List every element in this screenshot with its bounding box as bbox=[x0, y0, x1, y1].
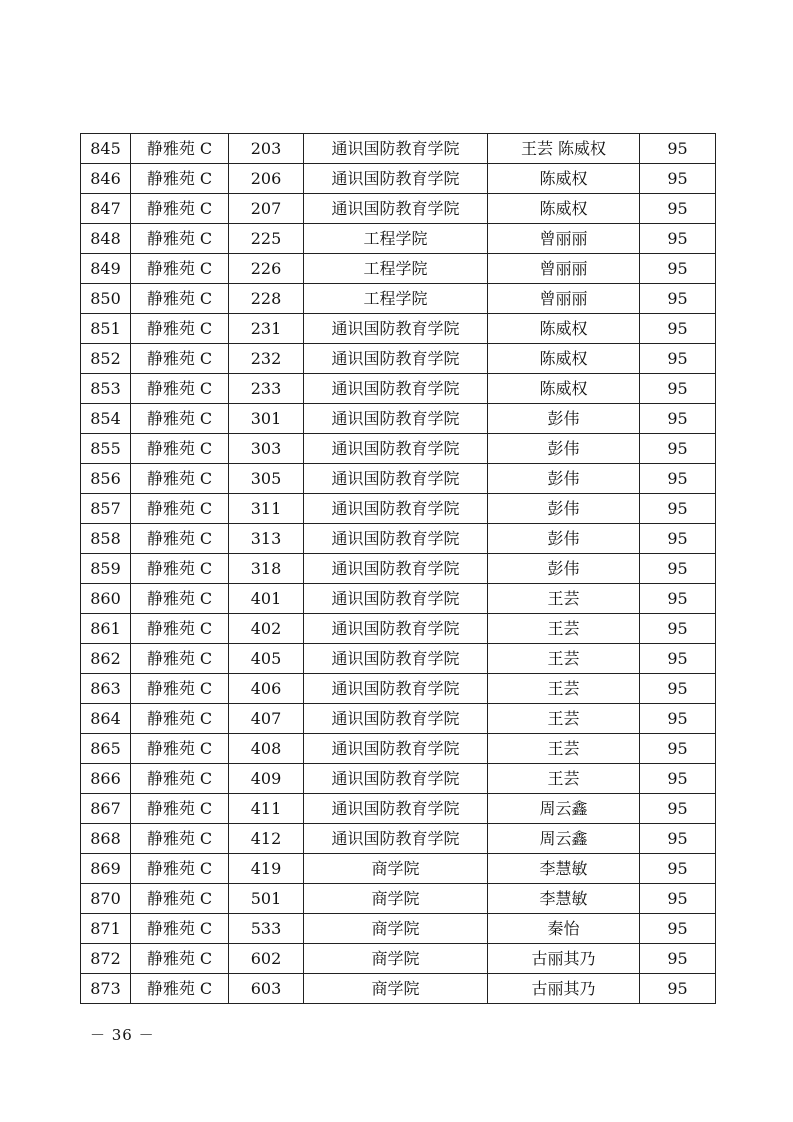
table-row bbox=[81, 674, 716, 704]
building-cell: 静雅苑 C bbox=[131, 884, 229, 914]
college-cell: 通识国防教育学院 bbox=[304, 644, 488, 674]
row-number-cell: 871 bbox=[81, 914, 131, 944]
room-cell: 408 bbox=[229, 734, 304, 764]
building-cell: 静雅苑 C bbox=[131, 464, 229, 494]
row-number-cell: 853 bbox=[81, 374, 131, 404]
room-cell: 406 bbox=[229, 674, 304, 704]
score-cell: 95 bbox=[640, 854, 716, 884]
table-row bbox=[81, 584, 716, 614]
building-cell: 静雅苑 C bbox=[131, 824, 229, 854]
room-cell: 233 bbox=[229, 374, 304, 404]
college-cell: 通识国防教育学院 bbox=[304, 584, 488, 614]
building-cell: 静雅苑 C bbox=[131, 614, 229, 644]
table-row bbox=[81, 944, 716, 974]
table-row bbox=[81, 974, 716, 1004]
room-cell: 318 bbox=[229, 554, 304, 584]
teacher-cell: 彭伟 bbox=[488, 554, 640, 584]
building-cell: 静雅苑 C bbox=[131, 854, 229, 884]
room-cell: 228 bbox=[229, 284, 304, 314]
table-row bbox=[81, 914, 716, 944]
room-cell: 533 bbox=[229, 914, 304, 944]
score-cell: 95 bbox=[640, 644, 716, 674]
score-cell: 95 bbox=[640, 764, 716, 794]
row-number-cell: 856 bbox=[81, 464, 131, 494]
room-cell: 313 bbox=[229, 524, 304, 554]
room-cell: 409 bbox=[229, 764, 304, 794]
teacher-cell: 彭伟 bbox=[488, 404, 640, 434]
table-row bbox=[81, 824, 716, 854]
score-cell: 95 bbox=[640, 524, 716, 554]
college-cell: 通识国防教育学院 bbox=[304, 524, 488, 554]
score-cell: 95 bbox=[640, 344, 716, 374]
room-cell: 405 bbox=[229, 644, 304, 674]
table-row bbox=[81, 644, 716, 674]
row-number-cell: 863 bbox=[81, 674, 131, 704]
room-cell: 226 bbox=[229, 254, 304, 284]
college-cell: 通识国防教育学院 bbox=[304, 464, 488, 494]
building-cell: 静雅苑 C bbox=[131, 944, 229, 974]
row-number-cell: 851 bbox=[81, 314, 131, 344]
row-number-cell: 848 bbox=[81, 224, 131, 254]
room-cell: 407 bbox=[229, 704, 304, 734]
college-cell: 通识国防教育学院 bbox=[304, 794, 488, 824]
room-cell: 602 bbox=[229, 944, 304, 974]
row-number-cell: 852 bbox=[81, 344, 131, 374]
building-cell: 静雅苑 C bbox=[131, 254, 229, 284]
college-cell: 通识国防教育学院 bbox=[304, 614, 488, 644]
building-cell: 静雅苑 C bbox=[131, 734, 229, 764]
row-number-cell: 873 bbox=[81, 974, 131, 1004]
college-cell: 商学院 bbox=[304, 944, 488, 974]
teacher-cell: 王芸 bbox=[488, 614, 640, 644]
room-cell: 412 bbox=[229, 824, 304, 854]
room-cell: 402 bbox=[229, 614, 304, 644]
score-cell: 95 bbox=[640, 974, 716, 1004]
teacher-cell: 曾丽丽 bbox=[488, 254, 640, 284]
college-cell: 通识国防教育学院 bbox=[304, 764, 488, 794]
table-row bbox=[81, 734, 716, 764]
row-number-cell: 872 bbox=[81, 944, 131, 974]
building-cell: 静雅苑 C bbox=[131, 584, 229, 614]
teacher-cell: 王芸 bbox=[488, 704, 640, 734]
row-number-cell: 855 bbox=[81, 434, 131, 464]
score-cell: 95 bbox=[640, 164, 716, 194]
teacher-cell: 王芸 bbox=[488, 644, 640, 674]
score-cell: 95 bbox=[640, 224, 716, 254]
building-cell: 静雅苑 C bbox=[131, 434, 229, 464]
college-cell: 通识国防教育学院 bbox=[304, 494, 488, 524]
teacher-cell: 秦怡 bbox=[488, 914, 640, 944]
college-cell: 工程学院 bbox=[304, 254, 488, 284]
building-cell: 静雅苑 C bbox=[131, 164, 229, 194]
room-cell: 301 bbox=[229, 404, 304, 434]
teacher-cell: 李慧敏 bbox=[488, 884, 640, 914]
page-number: － 36 － bbox=[90, 1026, 155, 1044]
teacher-cell: 王芸 bbox=[488, 764, 640, 794]
room-cell: 206 bbox=[229, 164, 304, 194]
score-cell: 95 bbox=[640, 674, 716, 704]
building-cell: 静雅苑 C bbox=[131, 914, 229, 944]
dormitory-score-table bbox=[80, 133, 716, 1004]
table-row bbox=[81, 404, 716, 434]
table-row bbox=[81, 194, 716, 224]
row-number-cell: 847 bbox=[81, 194, 131, 224]
score-cell: 95 bbox=[640, 494, 716, 524]
table-row bbox=[81, 494, 716, 524]
table-row bbox=[81, 434, 716, 464]
room-cell: 401 bbox=[229, 584, 304, 614]
teacher-cell: 陈威权 bbox=[488, 194, 640, 224]
score-cell: 95 bbox=[640, 314, 716, 344]
room-cell: 603 bbox=[229, 974, 304, 1004]
room-cell: 305 bbox=[229, 464, 304, 494]
row-number-cell: 859 bbox=[81, 554, 131, 584]
teacher-cell: 周云鑫 bbox=[488, 824, 640, 854]
building-cell: 静雅苑 C bbox=[131, 134, 229, 164]
teacher-cell: 曾丽丽 bbox=[488, 284, 640, 314]
college-cell: 商学院 bbox=[304, 884, 488, 914]
row-number-cell: 857 bbox=[81, 494, 131, 524]
building-cell: 静雅苑 C bbox=[131, 794, 229, 824]
building-cell: 静雅苑 C bbox=[131, 224, 229, 254]
building-cell: 静雅苑 C bbox=[131, 974, 229, 1004]
college-cell: 通识国防教育学院 bbox=[304, 164, 488, 194]
teacher-cell: 王芸 bbox=[488, 674, 640, 704]
row-number-cell: 845 bbox=[81, 134, 131, 164]
table-row bbox=[81, 224, 716, 254]
score-cell: 95 bbox=[640, 614, 716, 644]
building-cell: 静雅苑 C bbox=[131, 284, 229, 314]
teacher-cell: 彭伟 bbox=[488, 494, 640, 524]
college-cell: 通识国防教育学院 bbox=[304, 404, 488, 434]
building-cell: 静雅苑 C bbox=[131, 314, 229, 344]
building-cell: 静雅苑 C bbox=[131, 194, 229, 224]
table-row bbox=[81, 134, 716, 164]
room-cell: 311 bbox=[229, 494, 304, 524]
teacher-cell: 陈威权 bbox=[488, 344, 640, 374]
college-cell: 通识国防教育学院 bbox=[304, 134, 488, 164]
score-cell: 95 bbox=[640, 404, 716, 434]
score-cell: 95 bbox=[640, 794, 716, 824]
score-cell: 95 bbox=[640, 734, 716, 764]
building-cell: 静雅苑 C bbox=[131, 674, 229, 704]
row-number-cell: 854 bbox=[81, 404, 131, 434]
table-row bbox=[81, 794, 716, 824]
building-cell: 静雅苑 C bbox=[131, 704, 229, 734]
room-cell: 411 bbox=[229, 794, 304, 824]
teacher-cell: 陈威权 bbox=[488, 314, 640, 344]
room-cell: 232 bbox=[229, 344, 304, 374]
room-cell: 225 bbox=[229, 224, 304, 254]
teacher-cell: 彭伟 bbox=[488, 524, 640, 554]
score-cell: 95 bbox=[640, 464, 716, 494]
row-number-cell: 858 bbox=[81, 524, 131, 554]
row-number-cell: 861 bbox=[81, 614, 131, 644]
table-row bbox=[81, 524, 716, 554]
room-cell: 203 bbox=[229, 134, 304, 164]
table-row bbox=[81, 554, 716, 584]
college-cell: 通识国防教育学院 bbox=[304, 554, 488, 584]
college-cell: 通识国防教育学院 bbox=[304, 734, 488, 764]
row-number-cell: 866 bbox=[81, 764, 131, 794]
score-cell: 95 bbox=[640, 134, 716, 164]
college-cell: 通识国防教育学院 bbox=[304, 674, 488, 704]
table-row bbox=[81, 344, 716, 374]
score-cell: 95 bbox=[640, 584, 716, 614]
row-number-cell: 860 bbox=[81, 584, 131, 614]
room-cell: 419 bbox=[229, 854, 304, 884]
teacher-cell: 王芸 bbox=[488, 584, 640, 614]
score-cell: 95 bbox=[640, 914, 716, 944]
table-row bbox=[81, 704, 716, 734]
row-number-cell: 846 bbox=[81, 164, 131, 194]
table-row bbox=[81, 884, 716, 914]
room-cell: 207 bbox=[229, 194, 304, 224]
room-cell: 231 bbox=[229, 314, 304, 344]
college-cell: 通识国防教育学院 bbox=[304, 374, 488, 404]
teacher-cell: 陈威权 bbox=[488, 164, 640, 194]
teacher-cell: 陈威权 bbox=[488, 374, 640, 404]
college-cell: 工程学院 bbox=[304, 284, 488, 314]
building-cell: 静雅苑 C bbox=[131, 644, 229, 674]
table-row bbox=[81, 614, 716, 644]
college-cell: 商学院 bbox=[304, 914, 488, 944]
college-cell: 通识国防教育学院 bbox=[304, 434, 488, 464]
college-cell: 商学院 bbox=[304, 854, 488, 884]
building-cell: 静雅苑 C bbox=[131, 494, 229, 524]
building-cell: 静雅苑 C bbox=[131, 374, 229, 404]
college-cell: 通识国防教育学院 bbox=[304, 344, 488, 374]
table-row bbox=[81, 254, 716, 284]
college-cell: 通识国防教育学院 bbox=[304, 704, 488, 734]
table-row bbox=[81, 854, 716, 884]
table-row bbox=[81, 764, 716, 794]
building-cell: 静雅苑 C bbox=[131, 404, 229, 434]
college-cell: 商学院 bbox=[304, 974, 488, 1004]
table-row bbox=[81, 284, 716, 314]
teacher-cell: 周云鑫 bbox=[488, 794, 640, 824]
row-number-cell: 849 bbox=[81, 254, 131, 284]
building-cell: 静雅苑 C bbox=[131, 554, 229, 584]
teacher-cell: 李慧敏 bbox=[488, 854, 640, 884]
score-cell: 95 bbox=[640, 704, 716, 734]
teacher-cell: 古丽其乃 bbox=[488, 974, 640, 1004]
row-number-cell: 868 bbox=[81, 824, 131, 854]
building-cell: 静雅苑 C bbox=[131, 524, 229, 554]
row-number-cell: 850 bbox=[81, 284, 131, 314]
score-cell: 95 bbox=[640, 944, 716, 974]
row-number-cell: 867 bbox=[81, 794, 131, 824]
college-cell: 通识国防教育学院 bbox=[304, 824, 488, 854]
table-row bbox=[81, 374, 716, 404]
score-cell: 95 bbox=[640, 374, 716, 404]
room-cell: 303 bbox=[229, 434, 304, 464]
teacher-cell: 曾丽丽 bbox=[488, 224, 640, 254]
building-cell: 静雅苑 C bbox=[131, 344, 229, 374]
building-cell: 静雅苑 C bbox=[131, 764, 229, 794]
table-row bbox=[81, 164, 716, 194]
score-cell: 95 bbox=[640, 254, 716, 284]
score-cell: 95 bbox=[640, 434, 716, 464]
score-cell: 95 bbox=[640, 884, 716, 914]
college-cell: 通识国防教育学院 bbox=[304, 194, 488, 224]
teacher-cell: 王芸 bbox=[488, 734, 640, 764]
teacher-cell: 古丽其乃 bbox=[488, 944, 640, 974]
college-cell: 通识国防教育学院 bbox=[304, 314, 488, 344]
row-number-cell: 864 bbox=[81, 704, 131, 734]
table-row bbox=[81, 464, 716, 494]
teacher-cell: 彭伟 bbox=[488, 464, 640, 494]
score-cell: 95 bbox=[640, 284, 716, 314]
room-cell: 501 bbox=[229, 884, 304, 914]
row-number-cell: 869 bbox=[81, 854, 131, 884]
row-number-cell: 865 bbox=[81, 734, 131, 764]
teacher-cell: 彭伟 bbox=[488, 434, 640, 464]
row-number-cell: 862 bbox=[81, 644, 131, 674]
college-cell: 工程学院 bbox=[304, 224, 488, 254]
score-cell: 95 bbox=[640, 194, 716, 224]
score-cell: 95 bbox=[640, 554, 716, 584]
table-body bbox=[81, 134, 716, 1004]
teacher-cell: 王芸 陈威权 bbox=[488, 134, 640, 164]
row-number-cell: 870 bbox=[81, 884, 131, 914]
score-cell: 95 bbox=[640, 824, 716, 854]
table-row bbox=[81, 314, 716, 344]
